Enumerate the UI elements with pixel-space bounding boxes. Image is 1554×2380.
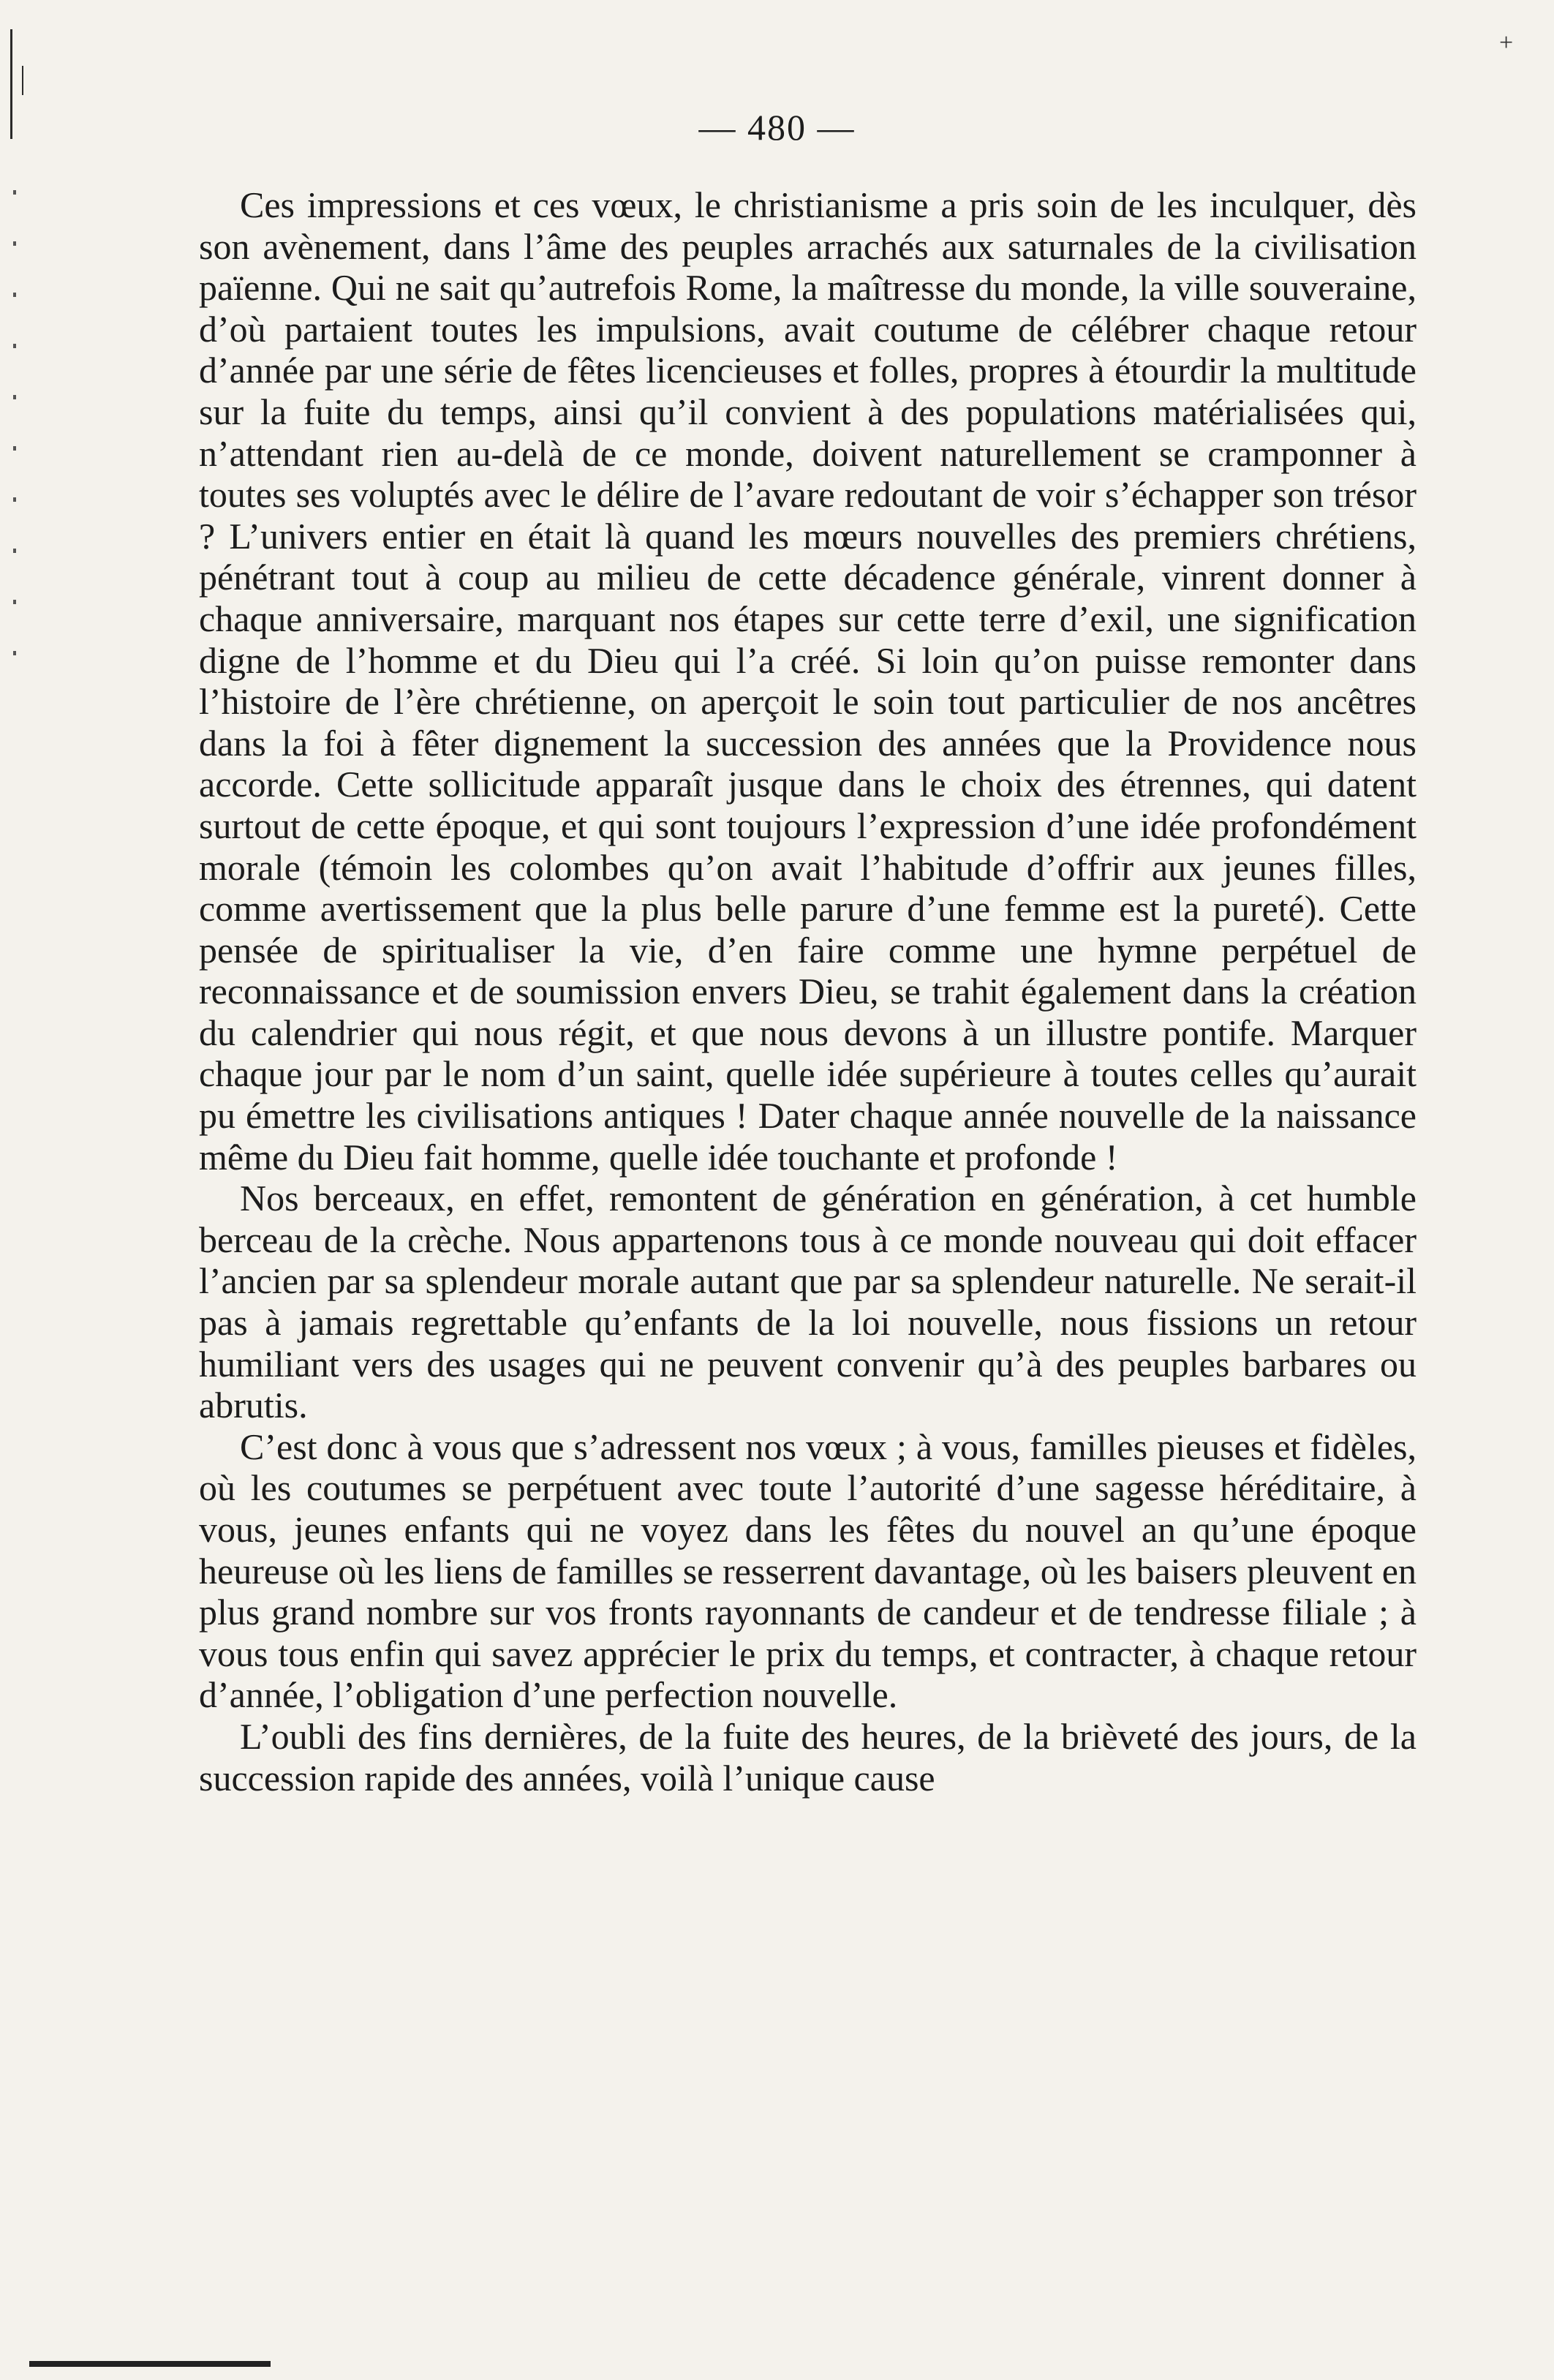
scan-corner-mark: +	[1499, 29, 1514, 56]
paragraph: L’oubli des fins dernières, de la fuite des heures, de la brièveté des jours, de la succession rapide des années, voilà l’unique cause	[199, 1715, 1417, 1799]
paragraph: Nos berceaux, en effet, remontent de génération en génération, à cet humble berceau de la crèche. Nous appartenons tous à ce monde nouveau qui doit effacer l’ancien par sa splendeur morale autant que par sa splendeur naturelle. Ne serait-il pas à jamais regrettable qu’enfants de la loi nouvelle, nous fissions un retour humiliant vers des usages qui ne peuvent convenir qu’à des peuples barbares ou abrutis.	[199, 1178, 1417, 1426]
scan-edge-mark	[22, 66, 23, 95]
page-number: — 480 —	[698, 107, 856, 148]
paragraph: Ces impressions et ces vœux, le christianisme a pris soin de les inculquer, dès son avènement, dans l’âme des peuples arrachés aux saturnales de la civilisation païenne. Qui ne sait qu’autrefois Rome, la maîtresse du monde, la ville souveraine, d’où partaient toutes les impulsions, avait coutume de célébrer chaque retour d’année par une série de fêtes licencieuses et folles, propres à étourdir la multitude sur la fuite du temps, ainsi qu’il convient à des populations matérialisées qui, n’attendant rien au-delà de ce monde, doivent naturellement se cramponner à toutes ses voluptés avec le délire de l’avare redoutant de voir s’échapper son trésor ? L’univers entier en était là quand les mœurs nouvelles des premiers chrétiens, pénétrant tout à coup au milieu de cette décadence générale, vinrent donner à chaque anniversaire, marquant nos étapes sur cette terre d’exil, une signification digne de l’homme et du Dieu qui l’a créé. Si loin qu’on puisse remonter dans l’histoire de l’ère chrétienne, on aperçoit le soin tout particulier de nos ancêtres dans la foi à fêter dignement la succession des années que la Providence nous accorde. Cette sollicitude apparaît jusque dans le choix des étrennes, qui datent surtout de cette époque, et qui sont toujours l’expression d’une idée profondément morale (témoin les colombes qu’on avait l’habitude d’offrir aux jeunes filles, comme avertissement que la plus belle parure d’une femme est la pureté). Cette pensée de spiritualiser la vie, d’en faire comme une hymne perpétuel de reconnaissance et de soumission envers Dieu, se trahit également dans la création du calendrier qui nous régit, et que nous devons à un illustre pontife. Marquer chaque jour par le nom d’un saint, quelle idée supérieure à toutes celles qu’aurait pu émettre les civilisations antiques ! Dater chaque année nouvelle de la naissance même du Dieu fait homme, quelle idée touchante et profonde !	[199, 184, 1417, 1178]
scan-bottom-mark	[29, 2361, 271, 2367]
page-body	[199, 184, 1417, 1799]
scan-margin-dots	[13, 190, 16, 702]
paragraph: C’est donc à vous que s’adressent nos vœux ; à vous, familles pieuses et fidèles, où les coutumes se perpétuent avec toute l’autorité d’une sagesse héréditaire, à vous, jeunes enfants qui ne voyez dans les fêtes du nouvel an qu’une époque heureuse où les liens de familles se resserrent davantage, où les baisers pleuvent en plus grand nombre sur vos fronts rayonnants de candeur et de tendresse filiale ; à vous tous enfin qui savez apprécier le prix du temps, et contracter, à chaque retour d’année, l’obligation d’une perfection nouvelle.	[199, 1426, 1417, 1716]
